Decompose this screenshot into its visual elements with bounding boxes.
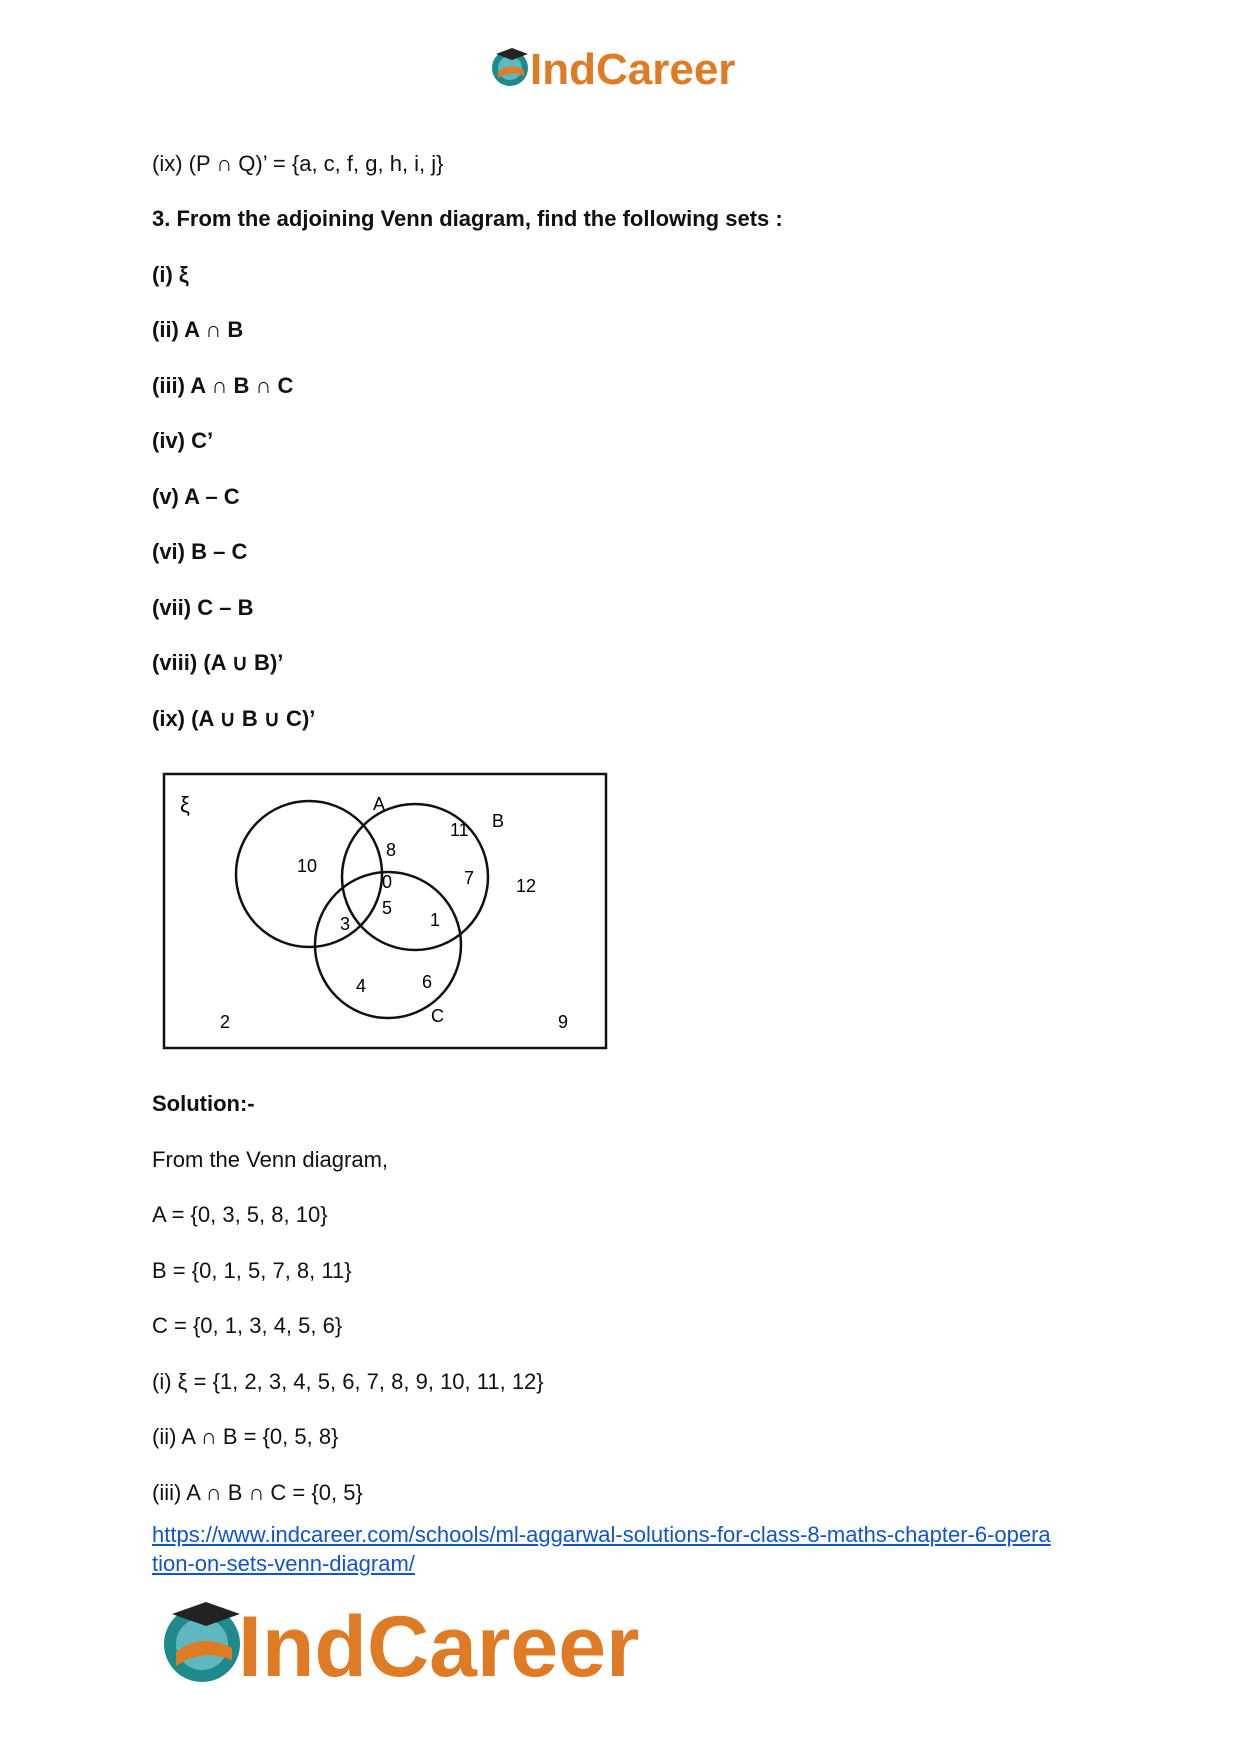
logo-globe-icon-large — [164, 1602, 240, 1682]
region-abc-bottom: 5 — [382, 898, 393, 918]
logo-wordmark: IndCareer — [530, 45, 736, 94]
indcareer-logo-top — [488, 40, 768, 94]
region-c-only-left: 4 — [356, 976, 367, 996]
region-a-only: 10 — [297, 856, 318, 876]
indcareer-logo-bottom — [160, 1590, 706, 1690]
answer-part-iii: (iii) A ∩ B ∩ C = {0, 5} — [152, 1480, 363, 1505]
question-part-vii: (vii) C – B — [152, 595, 254, 620]
region-c-only-right: 6 — [422, 972, 433, 992]
question-part-iii: (iii) A ∩ B ∩ C — [152, 373, 294, 398]
question-part-ii: (ii) A ∩ B — [152, 317, 244, 342]
question-part-vi: (vi) B – C — [152, 539, 248, 564]
region-ac-only: 3 — [340, 914, 351, 934]
region-bc-only: 1 — [430, 910, 441, 930]
region-b-only-top: 11 — [450, 820, 469, 840]
source-link-line1[interactable]: https://www.indcareer.com/schools/ml-aggarwal-solutions-for-class-8-maths-chapter-6-opera — [152, 1522, 1051, 1547]
question-part-iv: (iv) C’ — [152, 428, 214, 453]
question-heading: 3. From the adjoining Venn diagram, find the following sets : — [152, 206, 783, 231]
region-abc-top: 0 — [382, 872, 393, 892]
solution-heading: Solution:- — [152, 1091, 255, 1116]
previous-answer-line: (ix) (P ∩ Q)’ = {a, c, f, g, h, i, j} — [152, 151, 444, 176]
region-outside-right: 9 — [558, 1012, 569, 1032]
question-part-i: (i) ξ — [152, 262, 189, 287]
logo-wordmark-large: IndCareer — [238, 1599, 640, 1690]
universal-label: ξ — [180, 792, 190, 817]
region-outside-left: 2 — [220, 1012, 231, 1032]
set-c-line: C = {0, 1, 3, 4, 5, 6} — [152, 1313, 343, 1338]
question-part-ix: (ix) (A ∪ B ∪ C)’ — [152, 706, 316, 731]
label-b: B — [492, 811, 505, 831]
logo-globe-icon — [492, 48, 528, 86]
solution-intro: From the Venn diagram, — [152, 1147, 389, 1172]
region-outside-mid: 12 — [516, 876, 537, 896]
region-ab-only: 8 — [386, 840, 397, 860]
region-b-only: 7 — [464, 868, 475, 888]
set-b-line: B = {0, 1, 5, 7, 8, 11} — [152, 1258, 352, 1283]
answer-part-i: (i) ξ = {1, 2, 3, 4, 5, 6, 7, 8, 9, 10, 11, 12} — [152, 1369, 544, 1394]
question-part-viii: (viii) (A ∪ B)’ — [152, 650, 284, 675]
answer-part-ii: (ii) A ∩ B = {0, 5, 8} — [152, 1424, 339, 1449]
question-part-v: (v) A – C — [152, 484, 240, 509]
source-link-line2[interactable]: tion-on-sets-venn-diagram/ — [152, 1551, 415, 1576]
source-link[interactable] — [152, 1520, 1112, 1578]
set-a-line: A = {0, 3, 5, 8, 10} — [152, 1202, 328, 1227]
label-c: C — [431, 1006, 444, 1026]
label-a: A — [373, 794, 386, 814]
venn-diagram — [160, 770, 614, 1056]
